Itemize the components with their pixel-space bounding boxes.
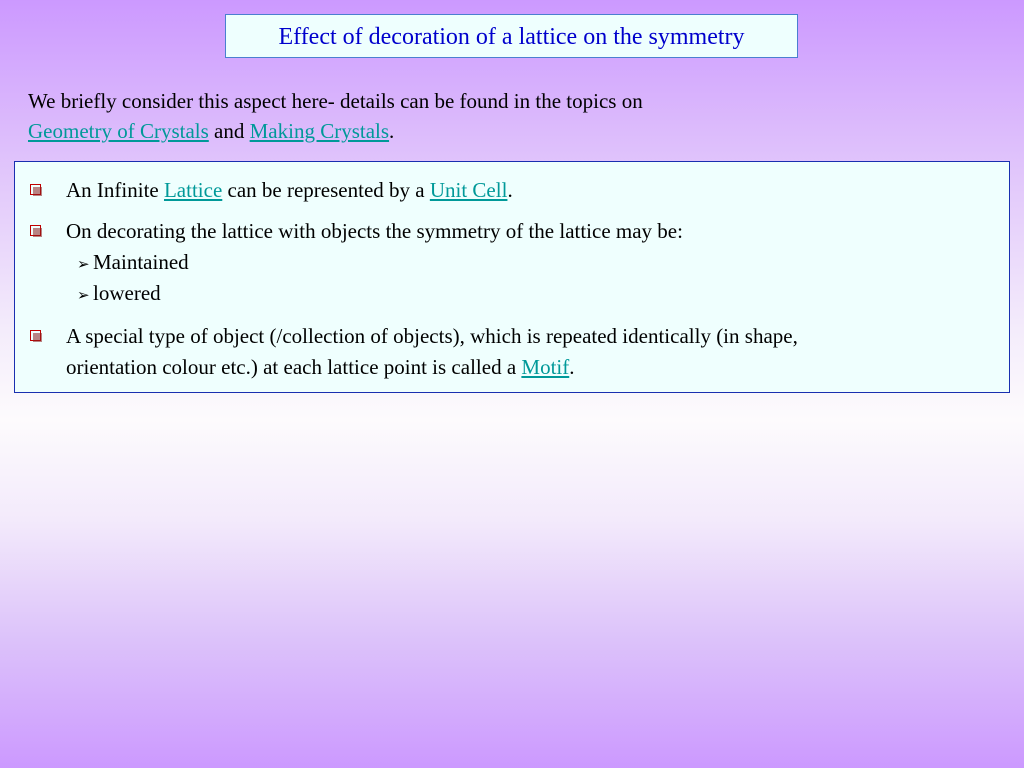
intro-text: We briefly consider this aspect here- details can be found in the topics on (28, 89, 643, 113)
sub-item-maintained (77, 247, 189, 280)
bullet-text (66, 321, 1005, 383)
bullet-text-line2: orientation colour etc.) at each lattice point is called a (66, 355, 522, 379)
intro-period: . (389, 119, 395, 143)
bullet-text-pre: An Infinite (66, 178, 164, 202)
link-motif[interactable]: Motif (521, 355, 570, 379)
intro-paragraph (28, 86, 928, 146)
arrowhead-icon: ➢ (77, 286, 90, 304)
slide-title-text: Effect of decoration of a lattice on the symmetry (278, 24, 745, 50)
bullet-text-mid: can be represented by a (222, 178, 430, 202)
link-geometry-of-crystals[interactable]: Geometry of Crystals (28, 119, 209, 143)
bullet-text (66, 175, 1005, 206)
arrowhead-icon: ➢ (77, 255, 90, 273)
bullet-text-post: . (507, 178, 513, 202)
checkbox-square-icon (30, 330, 41, 341)
bullet-text-post: . (569, 355, 575, 379)
checkbox-square-icon (30, 184, 41, 195)
checkbox-square-icon (30, 225, 41, 236)
bullet-text-line1: A special type of object (/collection of objects), which is repeated identically (in shape, (66, 324, 798, 348)
content-panel (14, 161, 1010, 393)
bullet-item-motif (15, 321, 1005, 383)
bullet-item-lattice (15, 175, 1005, 206)
bullet-text: On decorating the lattice with objects the symmetry of the lattice may be: (66, 219, 683, 243)
sub-item-lowered (77, 278, 161, 311)
sub-item-text: lowered (93, 281, 161, 305)
link-lattice[interactable]: Lattice (163, 178, 223, 202)
link-unit-cell[interactable]: Unit Cell (429, 178, 508, 202)
intro-and: and (214, 119, 245, 143)
link-making-crystals[interactable]: Making Crystals (249, 119, 390, 143)
bullet-item-decorating (15, 216, 1005, 247)
slide-title (225, 14, 798, 58)
sub-item-text: Maintained (93, 250, 189, 274)
